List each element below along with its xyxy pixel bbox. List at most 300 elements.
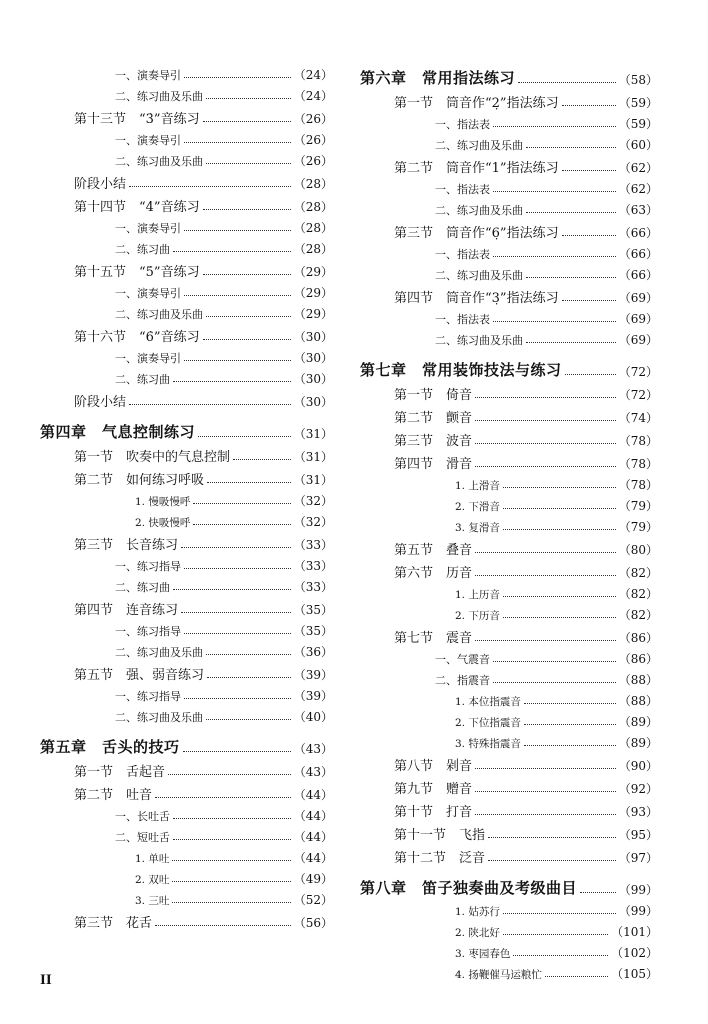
toc-entry-label: 一、长吐舌 bbox=[115, 810, 170, 823]
toc-entry-page: （58） bbox=[618, 73, 658, 87]
dot-leader bbox=[184, 698, 291, 699]
toc-entry-page: （82） bbox=[618, 587, 658, 601]
dot-leader bbox=[129, 404, 291, 405]
toc-entry-page: （79） bbox=[618, 499, 658, 513]
dot-leader bbox=[524, 745, 616, 746]
toc-entry-sub[interactable] bbox=[360, 132, 658, 153]
toc-entry-sub[interactable] bbox=[40, 366, 333, 387]
dot-leader bbox=[493, 191, 616, 192]
dot-leader bbox=[488, 837, 616, 838]
toc-entry-label: 第一节 筒音作“2̣”指法练习 bbox=[394, 96, 559, 111]
toc-entry-page: （33） bbox=[293, 580, 333, 594]
toc-entry-page: （43） bbox=[293, 765, 333, 779]
toc-entry-chapter[interactable] bbox=[360, 354, 658, 380]
toc-entry-sub[interactable] bbox=[40, 236, 333, 257]
toc-entry-page: （92） bbox=[618, 782, 658, 796]
dot-leader bbox=[203, 209, 291, 210]
toc-entry-section[interactable] bbox=[40, 530, 333, 553]
toc-entry-num[interactable] bbox=[360, 961, 658, 982]
toc-entry-chapter[interactable] bbox=[360, 872, 658, 898]
toc-entry-section[interactable] bbox=[360, 218, 658, 241]
toc-entry-sub[interactable] bbox=[40, 618, 333, 639]
toc-entry-label: 第十二节 泛音 bbox=[394, 851, 486, 866]
toc-entry-section[interactable] bbox=[40, 169, 333, 192]
toc-entry-label: 二、练习曲及乐曲 bbox=[115, 308, 203, 321]
toc-entry-page: （97） bbox=[618, 851, 658, 865]
toc-entry-label: 第十四节 “4̇”音练习 bbox=[74, 200, 200, 215]
toc-entry-num[interactable] bbox=[360, 493, 658, 514]
dot-leader bbox=[475, 552, 616, 553]
toc-entry-label: 二、练习曲 bbox=[115, 243, 170, 256]
toc-entry-page: （82） bbox=[618, 608, 658, 622]
dot-leader bbox=[503, 934, 608, 935]
toc-entry-page: （69） bbox=[618, 291, 658, 305]
toc-entry-num[interactable] bbox=[40, 845, 333, 866]
toc-entry-page: （66） bbox=[618, 247, 658, 261]
dot-leader bbox=[181, 612, 291, 613]
toc-entry-label: 1. 慢吸慢呼 bbox=[135, 496, 191, 508]
toc-entry-page: （66） bbox=[618, 268, 658, 282]
dot-leader bbox=[203, 339, 291, 340]
toc-entry-label: 2. 下位指震音 bbox=[455, 717, 521, 729]
dot-leader bbox=[173, 839, 291, 840]
toc-entry-page: （28） bbox=[293, 242, 333, 256]
toc-entry-chapter[interactable] bbox=[40, 416, 333, 442]
toc-entry-section[interactable] bbox=[40, 192, 333, 215]
dot-leader bbox=[475, 420, 616, 421]
toc-entry-section[interactable] bbox=[40, 322, 333, 345]
toc-entry-sub[interactable] bbox=[40, 345, 333, 366]
toc-entry-label: 第五章 舌头的技巧 bbox=[40, 738, 180, 756]
toc-entry-page: （88） bbox=[618, 673, 658, 687]
toc-entry-sub[interactable] bbox=[360, 241, 658, 262]
toc-entry-page: （88） bbox=[618, 694, 658, 708]
dot-leader bbox=[206, 98, 291, 99]
toc-entry-num[interactable] bbox=[40, 866, 333, 887]
dot-leader bbox=[475, 791, 616, 792]
toc-entry-section[interactable] bbox=[360, 283, 658, 306]
toc-entry-label: 二、练习曲及乐曲 bbox=[115, 646, 203, 659]
dot-leader bbox=[173, 818, 291, 819]
toc-entry-sub[interactable] bbox=[40, 127, 333, 148]
toc-entry-label: 二、练习曲及乐曲 bbox=[435, 204, 523, 217]
dot-leader bbox=[475, 814, 616, 815]
toc-entry-num[interactable] bbox=[360, 709, 658, 730]
toc-entry-label: 一、练习指导 bbox=[115, 690, 181, 703]
toc-entry-num[interactable] bbox=[360, 730, 658, 751]
toc-entry-page: （78） bbox=[618, 434, 658, 448]
dot-leader bbox=[493, 321, 616, 322]
toc-entry-num[interactable] bbox=[360, 688, 658, 709]
dot-leader bbox=[207, 677, 291, 678]
toc-entry-label: 2. 双吐 bbox=[135, 874, 170, 886]
toc-entry-label: 二、练习曲及乐曲 bbox=[435, 139, 523, 152]
dot-leader bbox=[562, 300, 616, 301]
dot-leader bbox=[526, 212, 616, 213]
toc-entry-page: （56） bbox=[293, 916, 333, 930]
toc-entry-page: （72） bbox=[618, 365, 658, 379]
toc-entry-page: （30） bbox=[293, 351, 333, 365]
toc-entry-page: （78） bbox=[618, 457, 658, 471]
dot-leader bbox=[513, 955, 608, 956]
toc-entry-sub[interactable] bbox=[360, 197, 658, 218]
toc-entry-section[interactable] bbox=[360, 774, 658, 797]
toc-entry-section[interactable] bbox=[40, 387, 333, 410]
toc-entry-label: 第二节 筒音作“1”指法练习 bbox=[394, 161, 559, 176]
toc-entry-page: （49） bbox=[293, 872, 333, 886]
toc-entry-num[interactable] bbox=[360, 940, 658, 961]
dot-leader bbox=[207, 482, 291, 483]
dot-leader bbox=[155, 925, 291, 926]
dot-leader bbox=[580, 892, 616, 893]
toc-entry-label: 第六章 常用指法练习 bbox=[360, 69, 516, 87]
toc-entry-page: （43） bbox=[293, 742, 333, 756]
toc-entry-page: （59） bbox=[618, 96, 658, 110]
toc-entry-section[interactable] bbox=[40, 442, 333, 465]
toc-entry-page: （28） bbox=[293, 177, 333, 191]
toc-entry-sub[interactable] bbox=[360, 111, 658, 132]
toc-entry-label: 一、指法表 bbox=[435, 313, 490, 326]
dot-leader bbox=[172, 881, 290, 882]
dot-leader bbox=[493, 256, 616, 257]
toc-entry-num[interactable] bbox=[360, 581, 658, 602]
toc-entry-page: （33） bbox=[293, 559, 333, 573]
toc-entry-label: 阶段小结 bbox=[74, 395, 127, 410]
dot-leader bbox=[475, 640, 616, 641]
toc-entry-sub[interactable] bbox=[40, 280, 333, 301]
toc-entry-label: 第六节 历音 bbox=[394, 566, 473, 581]
toc-entry-page: （69） bbox=[618, 333, 658, 347]
toc-entry-sub[interactable] bbox=[40, 148, 333, 169]
dot-leader bbox=[155, 797, 291, 798]
toc-entry-label: 二、练习曲及乐曲 bbox=[115, 155, 203, 168]
toc-entry-section[interactable] bbox=[360, 153, 658, 176]
toc-entry-sub[interactable] bbox=[40, 824, 333, 845]
toc-entry-label: 3. 三吐 bbox=[135, 895, 170, 907]
toc-entry-label: 第八节 剁音 bbox=[394, 759, 473, 774]
toc-entry-section[interactable] bbox=[360, 820, 658, 843]
toc-entry-page: （35） bbox=[293, 603, 333, 617]
toc-column-left bbox=[40, 62, 333, 931]
toc-entry-label: 第五节 强、弱音练习 bbox=[74, 668, 205, 683]
toc-entry-page: （72） bbox=[618, 388, 658, 402]
toc-entry-sub[interactable] bbox=[40, 574, 333, 595]
toc-entry-num[interactable] bbox=[360, 514, 658, 535]
toc-entry-sub[interactable] bbox=[40, 639, 333, 660]
toc-entry-num[interactable] bbox=[40, 887, 333, 908]
toc-entry-label: 第二节 颤音 bbox=[394, 411, 473, 426]
toc-entry-label: 3. 特殊指震音 bbox=[455, 738, 521, 750]
toc-entry-label: 第五节 叠音 bbox=[394, 543, 473, 558]
toc-entry-page: （26） bbox=[293, 133, 333, 147]
toc-entry-label: 1. 单吐 bbox=[135, 853, 170, 865]
dot-leader bbox=[184, 230, 291, 231]
toc-entry-page: （29） bbox=[293, 265, 333, 279]
toc-entry-label: 一、指法表 bbox=[435, 248, 490, 261]
toc-entry-label: 2. 下历音 bbox=[455, 610, 500, 622]
dot-leader bbox=[203, 274, 291, 275]
dot-leader bbox=[503, 913, 616, 914]
toc-entry-sub[interactable] bbox=[360, 262, 658, 283]
toc-entry-page: （62） bbox=[618, 161, 658, 175]
toc-entry-page: （93） bbox=[618, 805, 658, 819]
toc-entry-label: 第十节 打音 bbox=[394, 805, 473, 820]
toc-entry-sub[interactable] bbox=[40, 803, 333, 824]
page-number: II bbox=[40, 972, 52, 988]
toc-entry-label: 一、演奏导引 bbox=[115, 134, 181, 147]
toc-entry-label: 第七章 常用装饰技法与练习 bbox=[360, 361, 562, 379]
toc-entry-section[interactable] bbox=[40, 257, 333, 280]
toc-entry-page: （28） bbox=[293, 200, 333, 214]
toc-entry-label: 二、练习曲 bbox=[115, 581, 170, 594]
toc-entry-chapter[interactable] bbox=[40, 731, 333, 757]
toc-entry-num[interactable] bbox=[40, 488, 333, 509]
dot-leader bbox=[475, 443, 616, 444]
toc-entry-page: （24） bbox=[293, 68, 333, 82]
toc-entry-section[interactable] bbox=[360, 843, 658, 866]
toc-entry-label: 二、练习曲及乐曲 bbox=[435, 269, 523, 282]
toc-entry-page: （36） bbox=[293, 645, 333, 659]
toc-entry-page: （35） bbox=[293, 624, 333, 638]
toc-entry-page: （31） bbox=[293, 427, 333, 441]
toc-entry-label: 第四节 滑音 bbox=[394, 457, 473, 472]
dot-leader bbox=[493, 661, 616, 662]
dot-leader bbox=[475, 768, 616, 769]
toc-entry-section[interactable] bbox=[40, 780, 333, 803]
toc-entry-chapter[interactable] bbox=[360, 62, 658, 88]
toc-entry-sub[interactable] bbox=[40, 704, 333, 725]
toc-entry-num[interactable] bbox=[360, 898, 658, 919]
dot-leader bbox=[475, 397, 616, 398]
dot-leader bbox=[183, 751, 291, 752]
toc-entry-section[interactable] bbox=[40, 908, 333, 931]
toc-entry-page: （69） bbox=[618, 312, 658, 326]
dot-leader bbox=[173, 589, 291, 590]
dot-leader bbox=[206, 719, 291, 720]
dot-leader bbox=[184, 633, 291, 634]
toc-column-right bbox=[360, 62, 658, 982]
toc-entry-page: （80） bbox=[618, 543, 658, 557]
toc-entry-label: 第二节 如何练习呼吸 bbox=[74, 473, 205, 488]
toc-entry-label: 阶段小结 bbox=[74, 177, 127, 192]
dot-leader bbox=[524, 703, 616, 704]
toc-entry-page: （29） bbox=[293, 307, 333, 321]
dot-leader bbox=[233, 459, 291, 460]
dot-leader bbox=[184, 142, 291, 143]
toc-entry-label: 2. 快吸慢呼 bbox=[135, 517, 191, 529]
toc-entry-sub[interactable] bbox=[40, 683, 333, 704]
toc-entry-num[interactable] bbox=[360, 472, 658, 493]
dot-leader bbox=[173, 251, 291, 252]
toc-entry-page: （66） bbox=[618, 226, 658, 240]
toc-entry-page: （30） bbox=[293, 372, 333, 386]
toc-entry-section[interactable] bbox=[360, 623, 658, 646]
dot-leader bbox=[129, 186, 291, 187]
toc-entry-label: 第八章 笛子独奏曲及考级曲目 bbox=[360, 879, 578, 897]
toc-entry-label: 二、练习曲及乐曲 bbox=[115, 711, 203, 724]
dot-leader bbox=[475, 466, 616, 467]
toc-entry-page: （39） bbox=[293, 689, 333, 703]
toc-entry-page: （44） bbox=[293, 809, 333, 823]
dot-leader bbox=[565, 374, 616, 375]
toc-entry-page: （59） bbox=[618, 117, 658, 131]
toc-entry-page: （30） bbox=[293, 395, 333, 409]
toc-entry-label: 2. 下滑音 bbox=[455, 501, 500, 513]
toc-entry-page: （99） bbox=[618, 883, 658, 897]
toc-entry-page: （24） bbox=[293, 89, 333, 103]
toc-entry-page: （52） bbox=[293, 893, 333, 907]
toc-entry-page: （101） bbox=[611, 925, 658, 939]
toc-entry-section[interactable] bbox=[360, 449, 658, 472]
toc-entry-section[interactable] bbox=[360, 558, 658, 581]
toc-entry-label: 第十六节 “6̇”音练习 bbox=[74, 330, 200, 345]
toc-entry-label: 第一节 舌起音 bbox=[74, 765, 166, 780]
toc-entry-page: （99） bbox=[618, 904, 658, 918]
toc-entry-page: （89） bbox=[618, 736, 658, 750]
toc-entry-page: （30） bbox=[293, 330, 333, 344]
toc-entry-num[interactable] bbox=[360, 919, 658, 940]
toc-entry-page: （63） bbox=[618, 203, 658, 217]
toc-entry-page: （28） bbox=[293, 221, 333, 235]
toc-entry-section[interactable] bbox=[360, 797, 658, 820]
toc-entry-label: 1. 本位指震音 bbox=[455, 696, 521, 708]
toc-entry-page: （82） bbox=[618, 566, 658, 580]
toc-entry-section[interactable] bbox=[40, 757, 333, 780]
dot-leader bbox=[562, 170, 616, 171]
toc-entry-page: （79） bbox=[618, 520, 658, 534]
dot-leader bbox=[524, 724, 616, 725]
toc-entry-sub[interactable] bbox=[40, 62, 333, 83]
toc-entry-page: （39） bbox=[293, 668, 333, 682]
toc-entry-page: （44） bbox=[293, 851, 333, 865]
dot-leader bbox=[172, 860, 290, 861]
toc-entry-section[interactable] bbox=[360, 88, 658, 111]
toc-entry-section[interactable] bbox=[360, 426, 658, 449]
toc-entry-page: （31） bbox=[293, 450, 333, 464]
toc-entry-page: （31） bbox=[293, 473, 333, 487]
toc-entry-page: （74） bbox=[618, 411, 658, 425]
toc-entry-sub[interactable] bbox=[360, 327, 658, 348]
toc-entry-label: 二、练习曲及乐曲 bbox=[435, 334, 523, 347]
toc-entry-sub[interactable] bbox=[40, 83, 333, 104]
toc-entry-page: （86） bbox=[618, 631, 658, 645]
toc-entry-label: 第四章 气息控制练习 bbox=[40, 423, 196, 441]
toc-entry-sub[interactable] bbox=[360, 306, 658, 327]
dot-leader bbox=[545, 976, 608, 977]
dot-leader bbox=[526, 277, 616, 278]
toc-entry-page: （26） bbox=[293, 154, 333, 168]
toc-entry-page: （32） bbox=[293, 515, 333, 529]
toc-entry-label: 3. 枣园春色 bbox=[455, 948, 511, 960]
toc-entry-label: 第十一节 飞指 bbox=[394, 828, 486, 843]
toc-entry-label: 第一节 吹奏中的气息控制 bbox=[74, 450, 231, 465]
toc-entry-section[interactable] bbox=[360, 380, 658, 403]
toc-entry-page: （29） bbox=[293, 286, 333, 300]
toc-entry-label: 1. 姑苏行 bbox=[455, 906, 500, 918]
toc-entry-sub[interactable] bbox=[360, 667, 658, 688]
toc-entry-page: （105） bbox=[611, 967, 658, 981]
toc-entry-label: 3. 复滑音 bbox=[455, 522, 500, 534]
toc-entry-label: 第十三节 “3̇”音练习 bbox=[74, 112, 200, 127]
toc-entry-section[interactable] bbox=[40, 104, 333, 127]
toc-entry-sub[interactable] bbox=[40, 553, 333, 574]
toc-entry-label: 二、练习曲及乐曲 bbox=[115, 90, 203, 103]
dot-leader bbox=[206, 316, 291, 317]
toc-entry-section[interactable] bbox=[360, 403, 658, 426]
toc-entry-label: 第三节 波音 bbox=[394, 434, 473, 449]
dot-leader bbox=[493, 126, 616, 127]
toc-entry-section[interactable] bbox=[360, 751, 658, 774]
dot-leader bbox=[503, 596, 616, 597]
toc-entry-label: 第三节 筒音作“6̣”指法练习 bbox=[394, 226, 559, 241]
toc-entry-sub[interactable] bbox=[360, 646, 658, 667]
toc-entry-label: 1. 上历音 bbox=[455, 589, 500, 601]
toc-entry-label: 一、气震音 bbox=[435, 653, 490, 666]
toc-entry-label: 2. 陕北好 bbox=[455, 927, 500, 939]
dot-leader bbox=[181, 547, 291, 548]
dot-leader bbox=[475, 575, 616, 576]
toc-entry-label: 第四节 筒音作“3̣”指法练习 bbox=[394, 291, 559, 306]
dot-leader bbox=[562, 235, 616, 236]
toc-entry-label: 一、练习指导 bbox=[115, 560, 181, 573]
dot-leader bbox=[184, 360, 291, 361]
toc-entry-page: （40） bbox=[293, 710, 333, 724]
dot-leader bbox=[184, 568, 291, 569]
toc-entry-label: 4. 扬鞭催马运粮忙 bbox=[455, 969, 542, 981]
toc-entry-label: 一、演奏导引 bbox=[115, 222, 181, 235]
dot-leader bbox=[198, 436, 291, 437]
toc-entry-page: （86） bbox=[618, 652, 658, 666]
toc-entry-label: 第三节 花舌 bbox=[74, 916, 153, 931]
toc-entry-sub[interactable] bbox=[40, 301, 333, 322]
dot-leader bbox=[184, 77, 291, 78]
toc-entry-page: （60） bbox=[618, 138, 658, 152]
dot-leader bbox=[203, 121, 291, 122]
dot-leader bbox=[173, 381, 291, 382]
toc-entry-sub[interactable] bbox=[360, 176, 658, 197]
toc-entry-label: 一、演奏导引 bbox=[115, 352, 181, 365]
toc-entry-page: （26） bbox=[293, 112, 333, 126]
dot-leader bbox=[184, 295, 291, 296]
toc-entry-section[interactable] bbox=[360, 535, 658, 558]
toc-entry-label: 第三节 长音练习 bbox=[74, 538, 179, 553]
dot-leader bbox=[526, 342, 616, 343]
dot-leader bbox=[503, 487, 616, 488]
toc-entry-label: 二、指震音 bbox=[435, 674, 490, 687]
toc-entry-section[interactable] bbox=[40, 660, 333, 683]
toc-entry-section[interactable] bbox=[40, 465, 333, 488]
toc-entry-page: （78） bbox=[618, 478, 658, 492]
toc-entry-num[interactable] bbox=[360, 602, 658, 623]
toc-entry-label: 一、指法表 bbox=[435, 183, 490, 196]
dot-leader bbox=[503, 529, 616, 530]
toc-entry-label: 一、演奏导引 bbox=[115, 69, 181, 82]
dot-leader bbox=[206, 163, 291, 164]
toc-entry-page: （95） bbox=[618, 828, 658, 842]
toc-entry-section[interactable] bbox=[40, 595, 333, 618]
toc-entry-page: （62） bbox=[618, 182, 658, 196]
toc-entry-sub[interactable] bbox=[40, 215, 333, 236]
toc-entry-page: （32） bbox=[293, 494, 333, 508]
toc-entry-label: 1. 上滑音 bbox=[455, 480, 500, 492]
dot-leader bbox=[493, 682, 616, 683]
toc-entry-num[interactable] bbox=[40, 509, 333, 530]
dot-leader bbox=[193, 503, 290, 504]
dot-leader bbox=[168, 774, 291, 775]
dot-leader bbox=[206, 654, 291, 655]
toc-entry-page: （102） bbox=[611, 946, 658, 960]
toc-entry-label: 第十五节 “5̇”音练习 bbox=[74, 265, 200, 280]
